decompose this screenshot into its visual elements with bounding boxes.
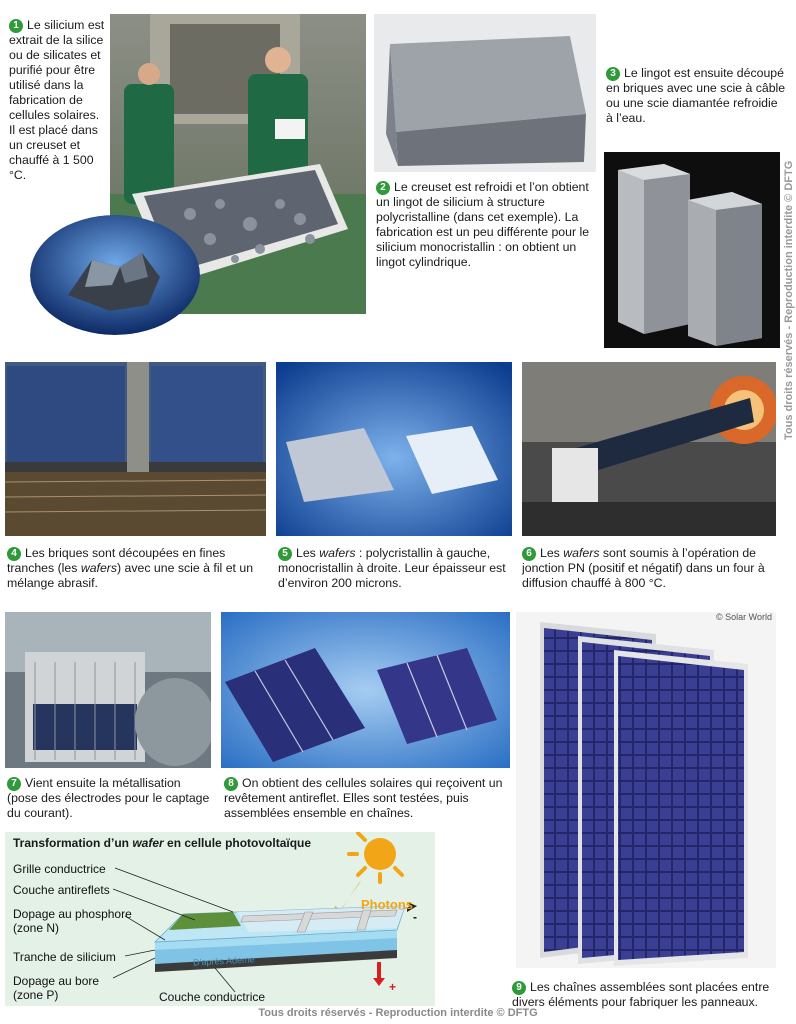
photo-wafers xyxy=(276,362,512,536)
footer-copyright-notice: Tous droits réservés - Reproduction interdite © DFTG xyxy=(258,1007,538,1019)
caption-6-after: sont soumis à l’opération de jonction PN (positif et négatif) dans un four à diffusion chauffé à 800 °C. xyxy=(522,546,765,590)
caption-4-before: Les briques sont découpées en fines tranches (les xyxy=(7,546,226,575)
caption-4 xyxy=(7,546,269,591)
label-tranche-silicium: Tranche de silicium xyxy=(13,950,116,964)
step-badge-7: 7 xyxy=(7,777,21,791)
step-badge-5: 5 xyxy=(278,547,292,561)
caption-9-text: Les chaînes assemblées sont placées entre divers éléments pour fabriquer les panneaux. xyxy=(512,980,770,1009)
label-minus: - xyxy=(413,910,417,924)
diagram-title-before: Transformation d’un xyxy=(13,836,133,850)
label-plus: + xyxy=(389,980,397,994)
caption-3 xyxy=(606,66,786,126)
photo-silicon-bricks xyxy=(604,152,780,348)
diagram-title-after: en cellule photovoltaïque xyxy=(163,836,312,850)
step-badge-9: 9 xyxy=(512,981,526,995)
diagram-wafer-to-cell xyxy=(5,832,435,1006)
step-badge-1: 1 xyxy=(9,19,23,33)
label-couche-antireflets: Couche antireflets xyxy=(13,883,110,897)
caption-8-text: On obtient des cellules solaires qui reçoivent un revêtement antireflet. Elles sont testées, puis assemblées ensemble en chaînes. xyxy=(224,776,503,820)
caption-4-after: ) avec une scie à fil et un mélange abrasif. xyxy=(7,561,254,590)
inset-silicon-crystal xyxy=(30,215,200,335)
step-badge-3: 3 xyxy=(606,67,620,81)
label-couche-conductrice: Couche conductrice xyxy=(159,990,266,1004)
caption-4-em: wafers xyxy=(80,561,118,575)
sun-icon xyxy=(349,833,402,882)
label-apres-ademe: D’après Ademe xyxy=(192,954,255,968)
caption-5-em: wafers xyxy=(319,546,356,560)
caption-7 xyxy=(7,776,211,821)
photo-solar-panels xyxy=(516,612,776,968)
vertical-copyright-notice: Tous droits réservés - Reproduction interdite © DFTG xyxy=(783,160,795,440)
caption-1 xyxy=(9,18,105,183)
diagram-title-em: wafer xyxy=(132,836,164,850)
label-photons: Photons xyxy=(361,897,413,912)
label-dopage-bore: Dopage au bore (zone P) xyxy=(13,974,100,1002)
step-badge-2: 2 xyxy=(376,181,390,195)
caption-6-before: Les xyxy=(540,546,564,560)
label-grille-conductrice: Grille conductrice xyxy=(13,862,106,876)
label-dopage-phosphore: Dopage au phosphore (zone N) xyxy=(13,907,132,935)
caption-8 xyxy=(224,776,510,821)
caption-2-text: Le creuset est refroidi et l’on obtient un lingot de silicium à structure polycristalline (dans cet exemple). La fabrication est un peu différente pour le silicium monocristallin : on obtient un lingot cylindrique. xyxy=(376,180,590,269)
caption-6-em: wafers xyxy=(563,546,600,560)
caption-1-text: Le silicium est extrait de la silice ou de silicates et purifié pour être utilisé dans la fabrication de cellules solaires. Il est placé dans un creuset et chauffé à 1 500 °C. xyxy=(9,18,105,182)
photo-silicon-ingot xyxy=(374,14,596,172)
caption-9 xyxy=(512,980,786,1010)
photo-solar-cells xyxy=(221,612,510,768)
caption-5 xyxy=(278,546,516,591)
caption-3-text: Le lingot est ensuite découpé en briques avec une scie à câble ou une scie diamantée refroidie à l’eau. xyxy=(606,66,786,125)
photo-wafer-cutting xyxy=(5,362,266,536)
step-badge-6: 6 xyxy=(522,547,536,561)
caption-5-before: Les xyxy=(296,546,320,560)
credit-solar-world: © Solar World xyxy=(716,612,772,622)
step-badge-8: 8 xyxy=(224,777,238,791)
step-badge-4: 4 xyxy=(7,547,21,561)
photo-diffusion-oven xyxy=(522,362,776,536)
photo-metallization xyxy=(5,612,211,768)
caption-7-text: Vient ensuite la métallisation (pose des électrodes pour le captage du courant). xyxy=(7,776,210,820)
caption-6 xyxy=(522,546,776,591)
caption-5-after: : polycristallin à gauche, monocristallin à droite. Leur épaisseur est d’environ 200 microns. xyxy=(278,546,506,590)
caption-2 xyxy=(376,180,598,270)
